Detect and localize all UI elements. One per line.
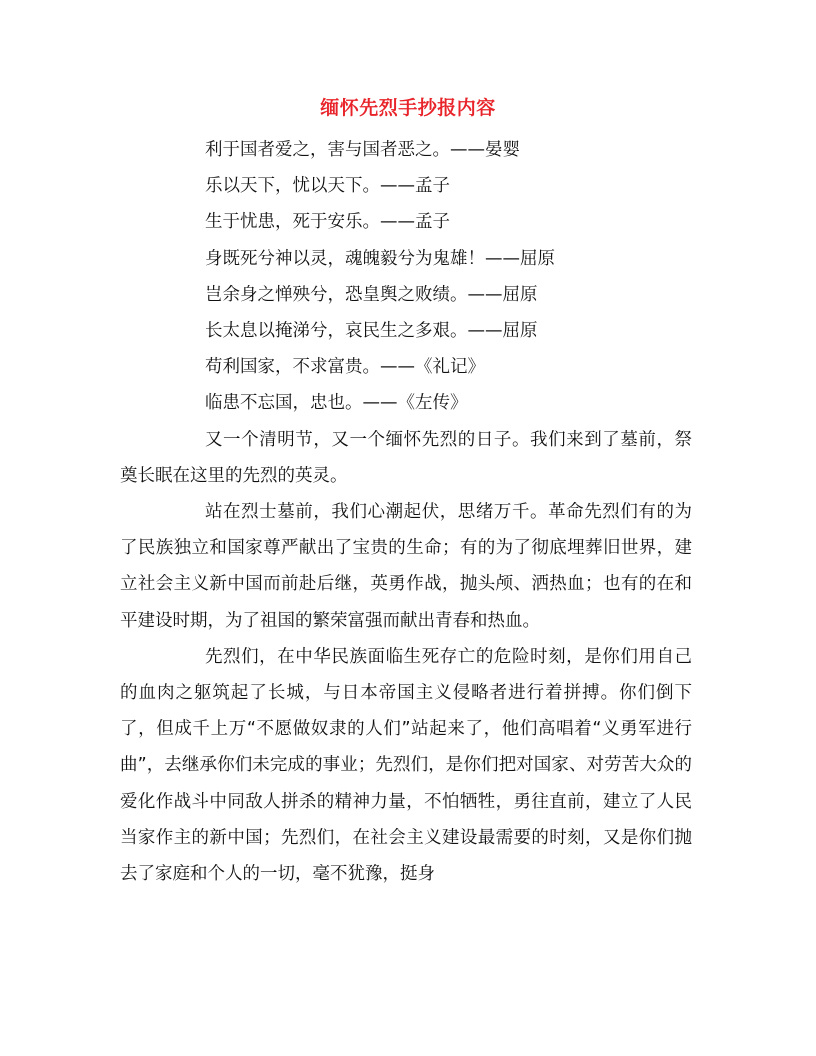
body-paragraph: 站在烈士墓前，我们心潮起伏，思绪万千。革命先烈们有的为了民族独立和国家尊严献出了宝贵的生命；有的为了彻底埋葬旧世界，建立社会主义新中国而前赴后继，英勇作战，抛头颅、洒热血；也有的在和平建设时期，为了祖国的繁荣富强而献出青春和热血。 xyxy=(120,502,692,631)
quote-line: 临患不忘国，忠也。——《左传》 xyxy=(205,393,468,414)
body-paragraph: 先烈们，在中华民族面临生死存亡的危险时刻，是你们用自己的血肉之躯筑起了长城，与日本帝国主义侵略者进行着拼搏。你们倒下了，但成千上万“不愿做奴隶的人们”站起来了，他们高唱着“义勇军进行曲”，去继承你们未完成的事业；先烈们，是你们把对国家、对劳苦大众的爱化作战斗中同敌人拼杀的精神力量，不怕牺牲，勇往直前，建立了人民当家作主的新中国；先烈们，在社会主义建设最需要的时刻，又是你们抛去了家庭和个人的一切，毫不犹豫，挺身 xyxy=(120,646,692,885)
quote-line: 生于忧患，死于安乐。——孟子 xyxy=(205,212,450,233)
body-paragraph: 又一个清明节，又一个缅怀先烈的日子。我们来到了墓前，祭奠长眠在这里的先烈的英灵。 xyxy=(120,429,692,486)
quote-line: 乐以天下，忧以天下。——孟子 xyxy=(205,176,450,197)
document-body xyxy=(120,132,692,892)
quote-line: 苟利国家，不求富贵。——《礼记》 xyxy=(205,357,485,378)
quote-line: 身既死兮神以灵，魂魄毅兮为鬼雄！——屈原 xyxy=(205,248,555,269)
quote-line: 长太息以掩涕兮，哀民生之多艰。——屈原 xyxy=(205,321,538,342)
quote-line: 利于国者爱之，害与国者恶之。——晏婴 xyxy=(205,140,520,160)
quote-line: 岂余身之惮殃兮，恐皇舆之败绩。——屈原 xyxy=(205,284,538,305)
document-title: 缅怀先烈手抄报内容 xyxy=(320,97,496,119)
